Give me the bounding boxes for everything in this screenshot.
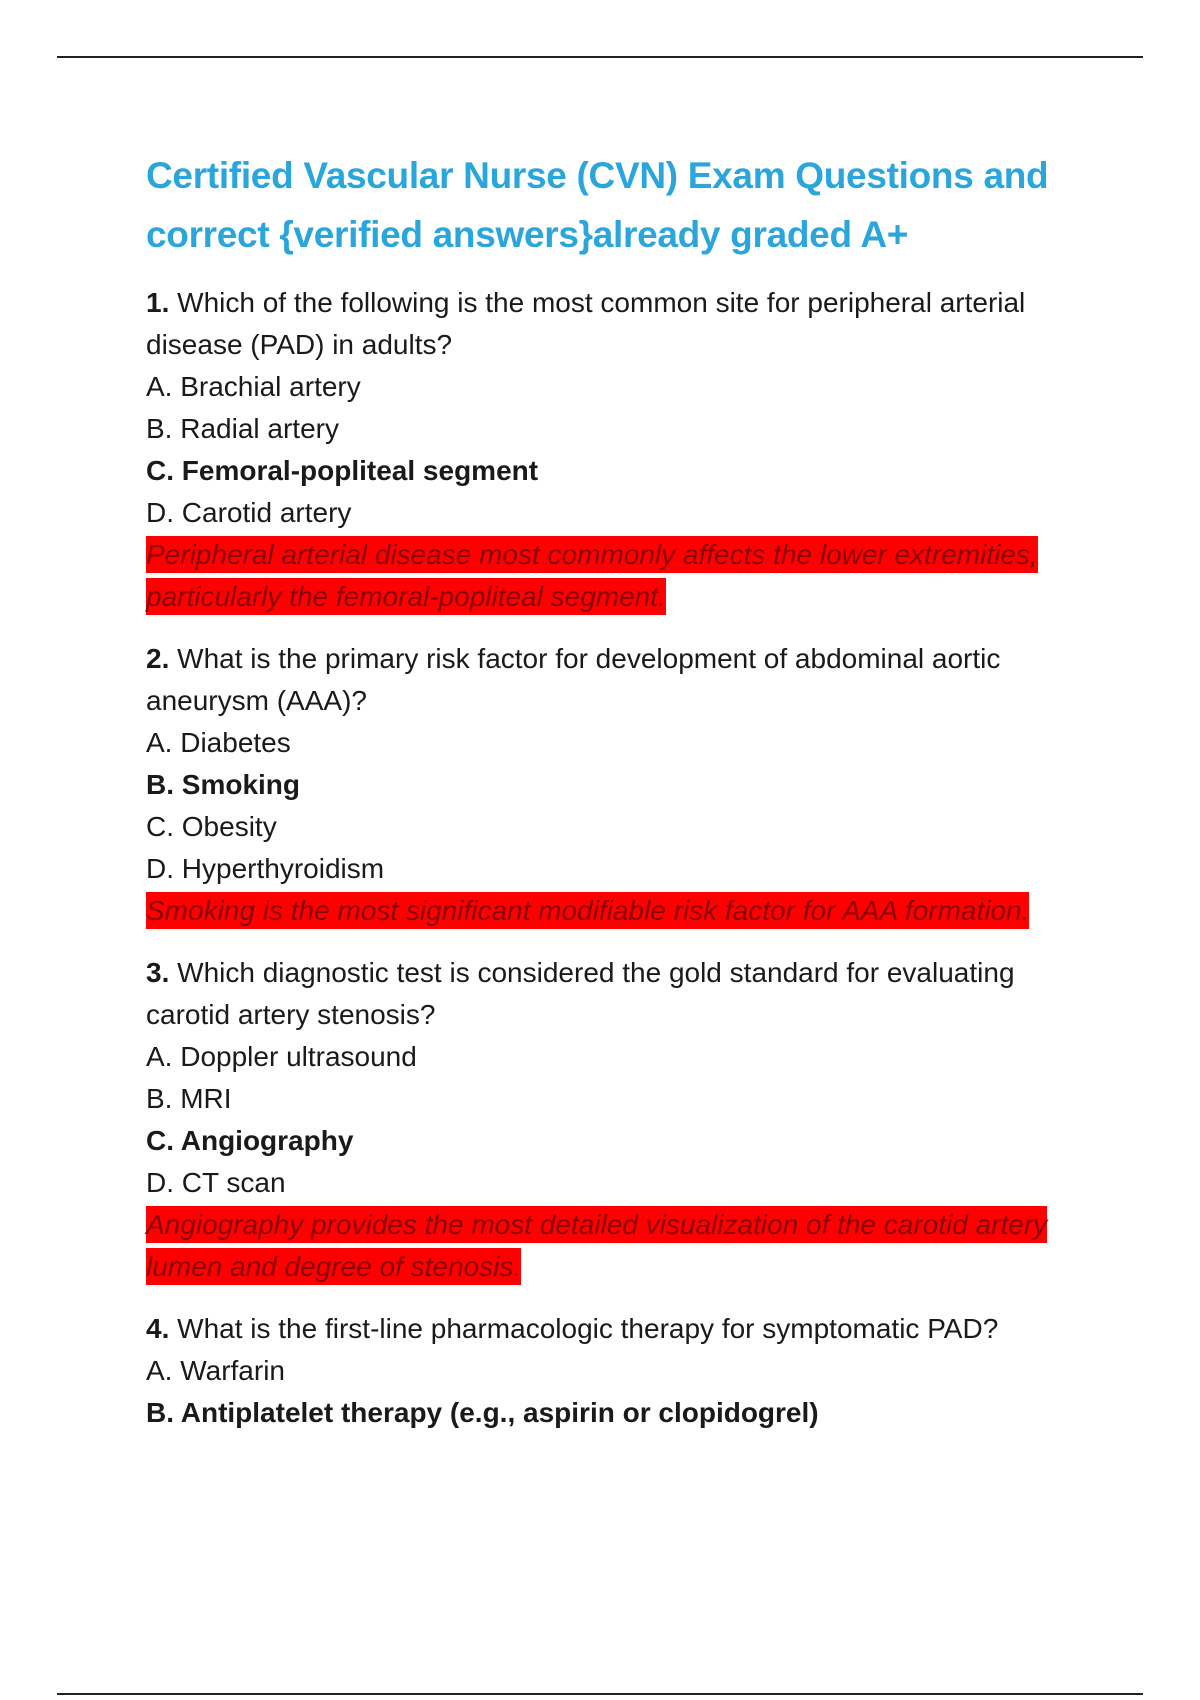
answer-explanation xyxy=(146,534,1066,618)
question-prompt: Which diagnostic test is considered the gold standard for evaluating carotid artery stenosis? xyxy=(146,957,1015,1030)
answer-explanation xyxy=(146,890,1066,932)
correct-answer-option: C. Angiography xyxy=(146,1125,354,1156)
answer-option: A. Diabetes xyxy=(146,727,291,758)
question-number: 3. xyxy=(146,957,170,988)
answer-option: D. Carotid artery xyxy=(146,497,352,528)
answer-option: C. Obesity xyxy=(146,811,277,842)
correct-answer-option: C. Femoral-popliteal segment xyxy=(146,455,539,486)
question-prompt: What is the primary risk factor for development of abdominal aortic aneurysm (AAA)? xyxy=(146,643,1001,716)
correct-answer-option: B. Antiplatelet therapy (e.g., aspirin or clopidogrel) xyxy=(146,1397,819,1428)
question-number: 2. xyxy=(146,643,170,674)
answer-option: A. Warfarin xyxy=(146,1355,285,1386)
highlighted-rationale: Peripheral arterial disease most commonly affects the lower extremities, particularly the femoral-popliteal segment. xyxy=(146,536,1038,615)
answer-option: A. Brachial artery xyxy=(146,371,361,402)
correct-answer-option: B. Smoking xyxy=(146,769,301,800)
answer-option: B. Radial artery xyxy=(146,413,339,444)
answer-option: D. Hyperthyroidism xyxy=(146,853,385,884)
answer-explanation xyxy=(146,1204,1066,1288)
question-prompt: What is the first-line pharmacologic therapy for symptomatic PAD? xyxy=(177,1313,999,1344)
question-4 xyxy=(146,1308,1066,1434)
document-title: Certified Vascular Nurse (CVN) Exam Questions and correct {verified answers}already graded A+ xyxy=(146,155,1049,255)
question-text xyxy=(146,638,1066,722)
header-rule xyxy=(57,56,1143,58)
question-text xyxy=(146,952,1066,1036)
answer-option: B. MRI xyxy=(146,1083,232,1114)
highlighted-rationale: Smoking is the most significant modifiable risk factor for AAA formation. xyxy=(146,892,1029,929)
document-body xyxy=(146,146,1066,1454)
answer-option: D. CT scan xyxy=(146,1167,286,1198)
question-prompt: Which of the following is the most common site for peripheral arterial disease (PAD) in adults? xyxy=(146,287,1026,360)
question-text xyxy=(146,282,1066,366)
footer-rule xyxy=(57,1693,1143,1695)
answer-option: A. Doppler ultrasound xyxy=(146,1041,417,1072)
question-3 xyxy=(146,952,1066,1288)
question-1 xyxy=(146,282,1066,618)
question-number: 4. xyxy=(146,1313,170,1344)
highlighted-rationale: Angiography provides the most detailed visualization of the carotid artery lumen and degree of stenosis. xyxy=(146,1206,1047,1285)
question-number: 1. xyxy=(146,287,170,318)
question-text xyxy=(146,1308,1066,1350)
question-2 xyxy=(146,638,1066,932)
